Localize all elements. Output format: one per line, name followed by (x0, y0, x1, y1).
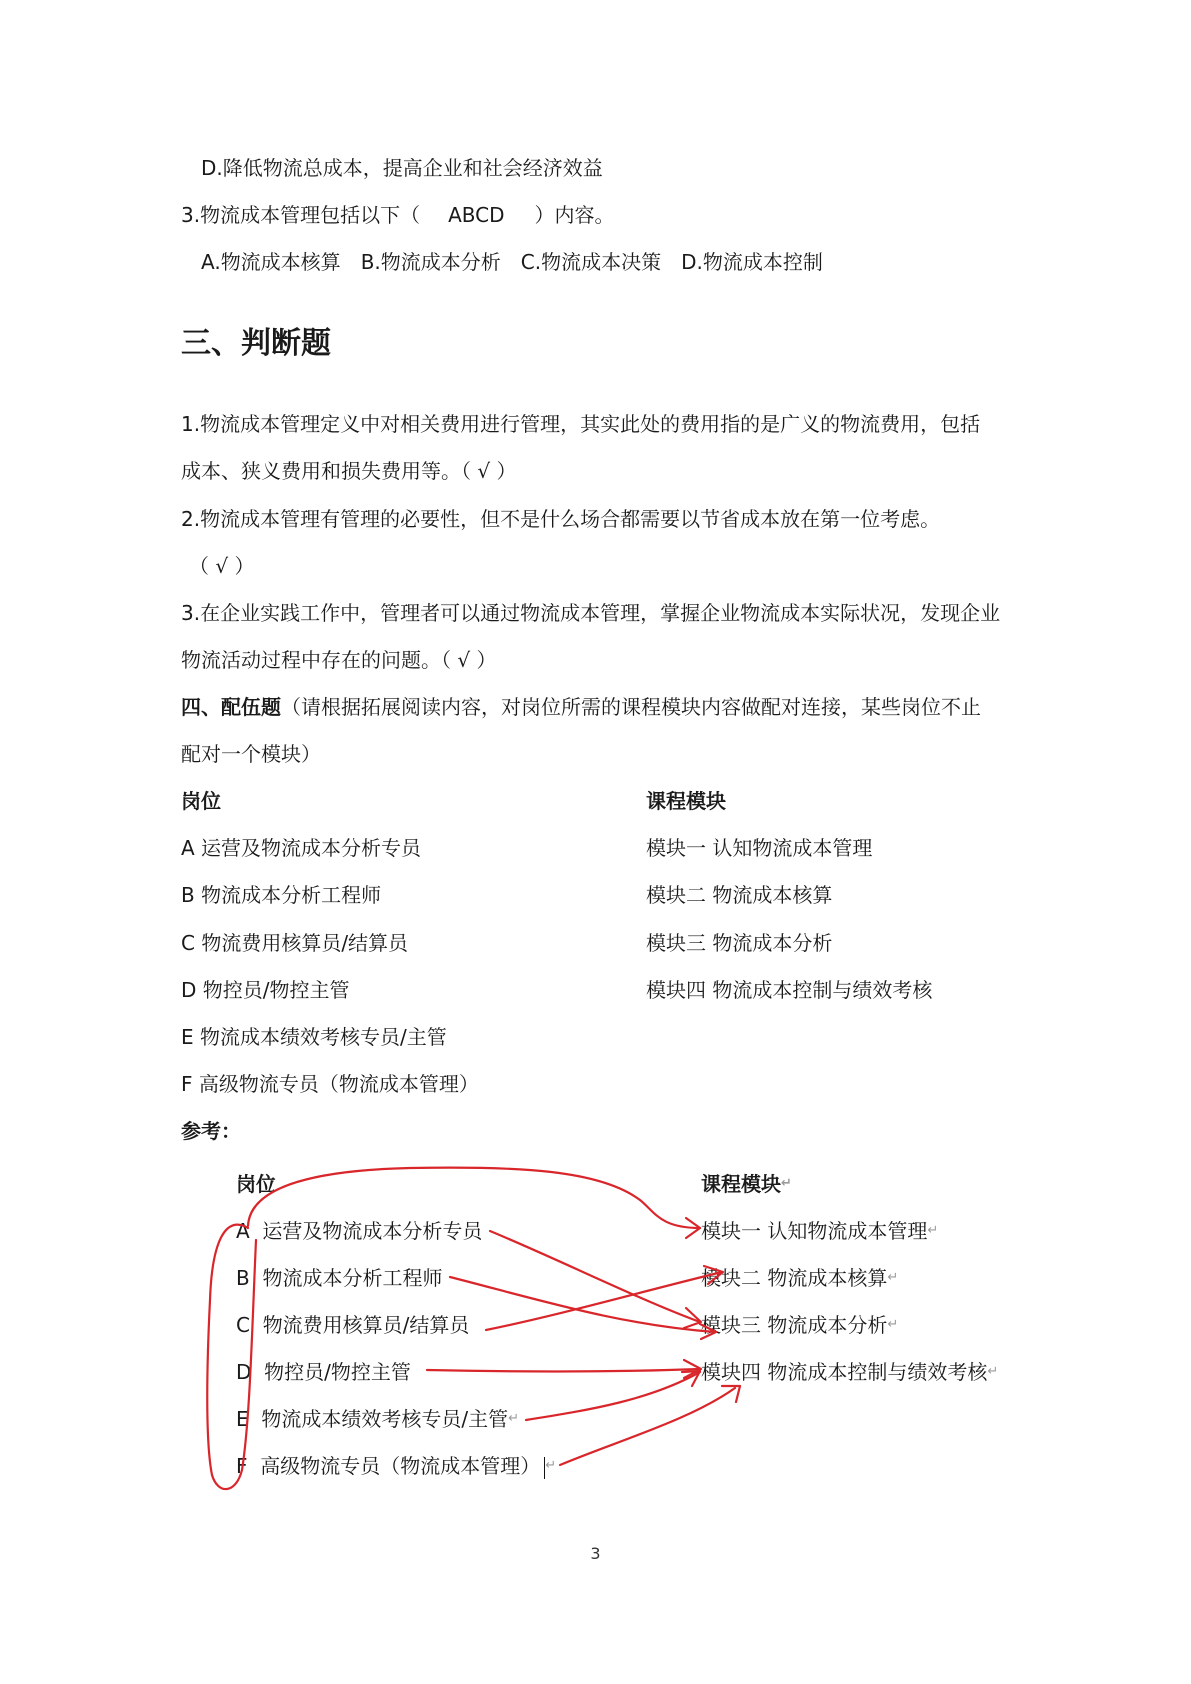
q3-option-a: A.物流成本核算 (201, 250, 341, 274)
ref-left-header: 岗位 (236, 1172, 276, 1196)
q3-option-c: C.物流成本决策 (520, 250, 662, 274)
paragraph-mark-icon: ↵ (987, 1364, 999, 1379)
ref-right-header-text: 课程模块 (701, 1172, 781, 1196)
judge-q1-line2: 成本、狭义费用和损失费用等。（ √ ） (181, 459, 517, 483)
section4-desc-line2: 配对一个模块） (181, 742, 321, 766)
arrow-e-to-module4 (526, 1372, 700, 1420)
q3-option-d: D.物流成本控制 (681, 250, 823, 274)
arrow-a-to-module3 (490, 1231, 700, 1322)
ref-module-4-text: 模块四 物流成本控制与绩效考核 (701, 1360, 988, 1384)
paragraph-mark-icon: ↵ (545, 1458, 557, 1473)
paragraph-mark-icon: ↵ (508, 1411, 520, 1426)
ref-text-a: 运营及物流成本分析专员 (262, 1219, 483, 1243)
ref-text-e: 物流成本绩效考核专员/主管 (261, 1407, 509, 1431)
position-e: E 物流成本绩效考核专员/主管 (181, 1025, 447, 1049)
ref-text-d: 物控员/物控主管 (264, 1360, 411, 1384)
ref-letter-b: B (236, 1266, 250, 1290)
module-2: 模块二 物流成本核算 (646, 883, 833, 907)
position-a: A 运营及物流成本分析专员 (181, 836, 422, 860)
bracket-a-to-f (207, 1225, 256, 1489)
position-c: C 物流费用核算员/结算员 (181, 931, 409, 955)
q3-prefix: 3.物流成本管理包括以下（ (181, 203, 421, 227)
judge-q1-line1: 1.物流成本管理定义中对相关费用进行管理，其实此处的费用指的是广义的物流费用，包括 (181, 412, 981, 436)
arrow-b-to-module3 (450, 1277, 715, 1332)
judge-q3-line2: 物流活动过程中存在的问题。（ √ ） (181, 648, 497, 672)
q3-answer: ABCD (448, 203, 505, 227)
section4-title: 四、配伍题 (181, 695, 281, 719)
ref-text-c: 物流费用核算员/结算员 (262, 1313, 470, 1337)
arrow-d-to-module4 (427, 1369, 700, 1371)
section4-desc-line1: （请根据拓展阅读内容，对岗位所需的课程模块内容做配对连接，某些岗位不止 (281, 695, 981, 719)
arrow-f-to-module4 (560, 1388, 735, 1465)
paragraph-mark-icon: ↵ (927, 1223, 939, 1238)
position-d: D 物控员/物控主管 (181, 978, 350, 1002)
ref-letter-a: A (236, 1219, 250, 1243)
q3-option-b: B.物流成本分析 (360, 250, 501, 274)
module-4: 模块四 物流成本控制与绩效考核 (646, 978, 933, 1002)
annotation-strokes (207, 1168, 740, 1490)
judge-q2-line2: （ √ ） (189, 554, 255, 578)
ref-letter-f: F (236, 1454, 248, 1478)
page-number: 3 (590, 1544, 601, 1563)
position-b: B 物流成本分析工程师 (181, 883, 382, 907)
arrow-a-to-module1 (248, 1168, 700, 1228)
ref-letter-c: C (236, 1313, 250, 1337)
matching-right-header: 课程模块 (646, 789, 726, 813)
section3-title: 三、判断题 (181, 326, 331, 361)
judge-q2-line1: 2.物流成本管理有管理的必要性，但不是什么场合都需要以节省成本放在第一位考虑。 (181, 507, 941, 531)
reference-label: 参考： (181, 1119, 241, 1143)
paragraph-mark-icon: ↵ (887, 1270, 899, 1285)
ref-letter-e: E (236, 1407, 249, 1431)
module-3: 模块三 物流成本分析 (646, 931, 833, 955)
ref-text-f: 高级物流专员（物流成本管理） (260, 1454, 541, 1478)
ref-module-3-text: 模块三 物流成本分析 (701, 1313, 888, 1337)
paragraph-mark-icon: ↵ (887, 1317, 899, 1332)
module-1: 模块一 认知物流成本管理 (646, 836, 873, 860)
ref-module-1-text: 模块一 认知物流成本管理 (701, 1219, 928, 1243)
position-f: F 高级物流专员（物流成本管理） (181, 1072, 479, 1096)
q2-option-d: D.降低物流总成本，提高企业和社会经济效益 (201, 156, 603, 180)
paragraph-mark-icon: ↵ (781, 1176, 792, 1191)
judge-q3-line1: 3.在企业实践工作中，管理者可以通过物流成本管理，掌握企业物流成本实际状况，发现企业 (181, 601, 1001, 625)
ref-letter-d: D (236, 1360, 252, 1384)
ref-module-2-text: 模块二 物流成本核算 (701, 1266, 888, 1290)
matching-left-header: 岗位 (181, 789, 221, 813)
q3-suffix: ）内容。 (534, 203, 615, 227)
ref-text-b: 物流成本分析工程师 (262, 1266, 443, 1290)
